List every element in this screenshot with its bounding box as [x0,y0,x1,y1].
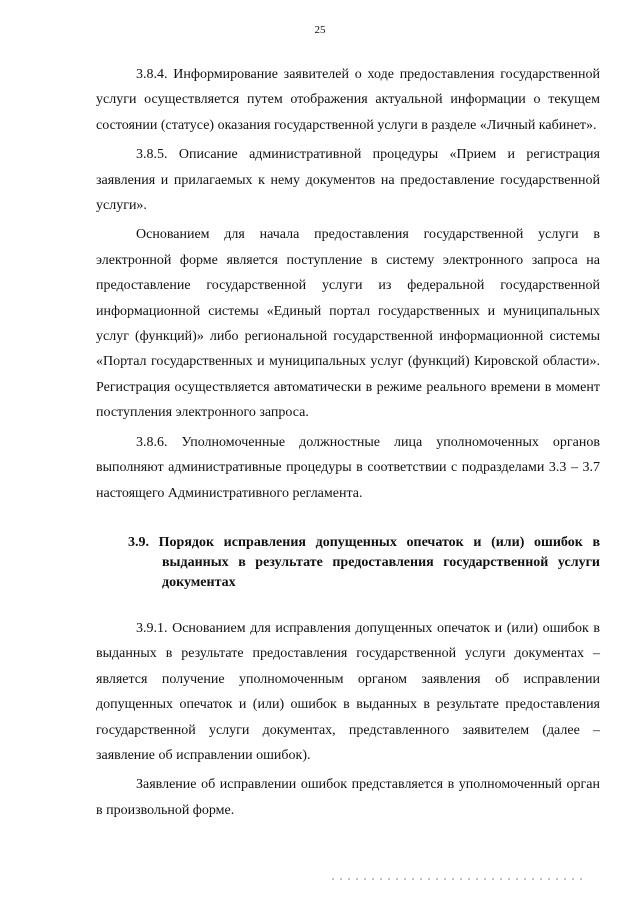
section-heading-3-9: 3.9. Порядок исправления допущенных опечаток и (или) ошибок в выданных в результате предоставления государственной услуги документах [128,534,600,590]
page-number: 25 [314,24,326,36]
paragraph-3-8-6: 3.8.6. Уполномоченные должностные лица уполномоченных органов выполняют административные процедуры в соответствии с подразделами 3.3 – 3.7 настоящего Административного регламента. [96,434,600,501]
paragraph-electronic-request: Основанием для начала предоставления государственной услуги в электронной форме является поступление в систему электронного запроса на предоставление государственной услуги из федеральной государственной информационной системы «Единый портал государственных и муниципальных услуг (функций)» либо региональной государственной информационной системы «Портал государственных и муниципальных услуг (функций) Кировской области». Регистрация осуществляется автоматически в режиме реального времени в момент поступления электронного запроса. [96,227,600,421]
paragraph-3-8-4: 3.8.4. Информирование заявителей о ходе предоставления государственной услуги осуществляется путем отображения актуальной информации о текущем состоянии (статусе) оказания государственной услуги в разделе «Личный кабинет». [96,67,600,133]
paragraph-3-8-5: 3.8.5. Описание административной процедуры «Прием и регистрация заявления и прилагаемых к нему документов на предоставление государственной услуги». [96,147,600,214]
document-body [96,62,600,823]
paragraph-application-form: Заявление об исправлении ошибок представляется в уполномоченный орган в произвольной форме. [96,777,600,818]
scan-artifact-dots [332,878,582,880]
paragraph-3-9-1: 3.9.1. Основанием для исправления допущенных опечаток и (или) ошибок в выданных в результате предоставления государственной услуги документах – является получение уполномоченным органом заявления об исправлении допущенных опечаток и (или) ошибок в выданных в результате предоставления государственной услуги документах, представленного заявителем (далее – заявление об исправлении ошибок). [96,620,600,763]
